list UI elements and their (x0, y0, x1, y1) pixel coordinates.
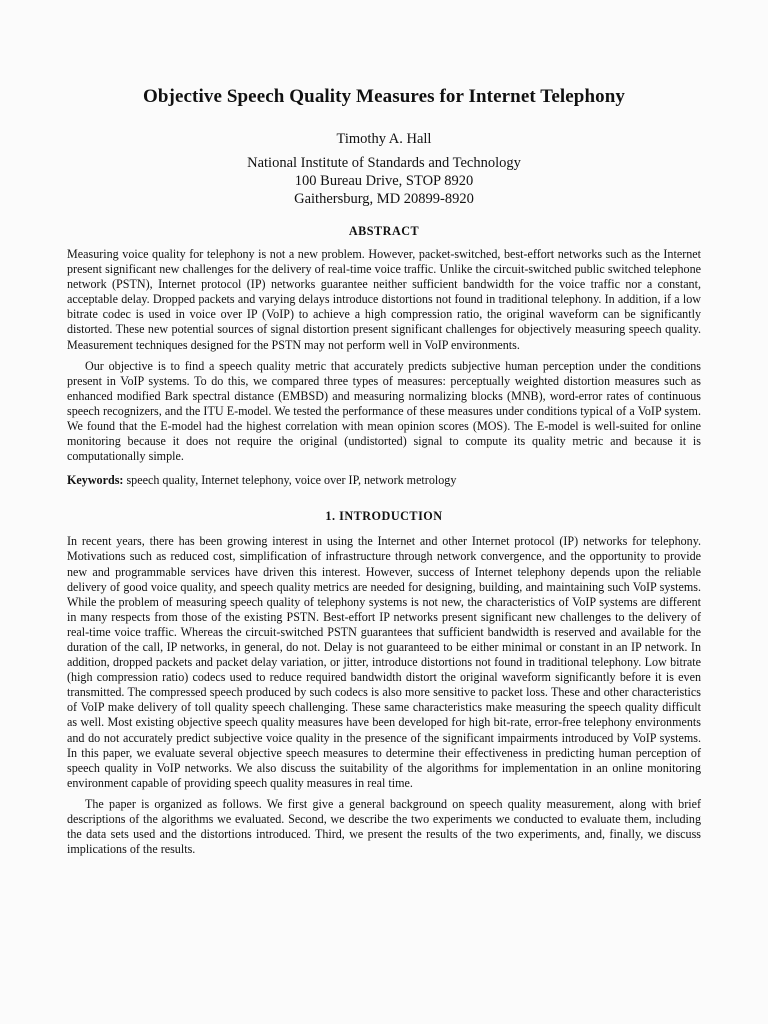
introduction-paragraph-1: In recent years, there has been growing interest in using the Internet and other Internet protocol (IP) networks for telephony. Motivations such as reduced cost, simplification of infrastructure through network convergence, and the opportunity to provide new and programmable services have driven this interest. However, success of Internet telephony depends upon the reliable delivery of good voice quality, and speech quality metrics are needed for designing, building, and maintaining such VoIP systems. While the problem of measuring speech quality of telephony systems is not new, the characteristics of VoIP systems are different in many respects from those of the existing PSTN. Best-effort IP networks present significant new challenges to the delivery of real-time voice traffic. Whereas the circuit-switched PSTN guarantees that sufficient bandwidth is reserved and available for the duration of the call, IP networks, in general, do not. Delay is not guaranteed to be either minimal or constant in an IP network. In addition, dropped packets and packet delay variation, or jitter, introduce distortions not found in traditional telephony. Low bitrate (high compression ratio) codecs used to reduce required bandwidth distort the original waveform significantly before it is even transmitted. The compressed speech produced by such codecs is also more sensitive to packet loss. These and other characteristics of VoIP make delivery of toll quality speech challenging. These same characteristics make measuring the speech quality difficult as well. Most existing objective speech quality measures have been developed for high bit-rate, error-free telephony environments and do not accurately predict subjective voice quality in the presence of the significant impairments introduced by VoIP systems. In this paper, we evaluate several objective speech measures to determine their effectiveness in predicting human perception of speech quality in VoIP networks. We also discuss the suitability of the algorithms for implementation in an online monitoring environment capable of providing speech quality measures in real time. (67, 534, 701, 790)
affiliation-city: Gaithersburg, MD 20899-8920 (294, 191, 474, 207)
paper-title: Objective Speech Quality Measures for Internet Telephony (143, 86, 625, 107)
abstract-paragraph-1: Measuring voice quality for telephony is not a new problem. However, packet-switched, best-effort networks such as the Internet present significant new challenges for the delivery of real-time voice traffic. Unlike the circuit-switched public switched telephone network (PSTN), Internet protocol (IP) networks guarantee neither sufficient bandwidth for the voice traffic nor a constant, acceptable delay. Dropped packets and varying delays introduce distortions not found in traditional telephony. In addition, if a low bitrate codec is used in voice over IP (VoIP) to achieve a high compression ratio, the original waveform can be significantly distorted. These new potential sources of signal distortion present significant challenges for objectively measuring speech quality. Measurement techniques designed for the PSTN may not perform well in VoIP environments. (67, 247, 701, 352)
author-name: Timothy A. Hall (336, 131, 432, 147)
keywords-line (67, 473, 701, 488)
abstract-paragraph-2: Our objective is to find a speech quality metric that accurately predicts subjective human perception under the conditions present in VoIP systems. To do this, we compared three types of measures: perceptually weighted distortion measures such as enhanced modified Bark spectral distance (EMBSD) and measuring normalizing blocks (MNB), word-error rates of continuous speech recognizers, and the ITU E-model. We tested the performance of these measures under conditions typical of a VoIP system. We found that the E-model had the highest correlation with mean opinion scores (MOS). The E-model is well-suited for online monitoring because it does not require the original (undistorted) signal to compute its quality metric and because it is computationally simple. (67, 358, 701, 464)
affiliation-institution: National Institute of Standards and Technology (247, 155, 521, 171)
introduction-paragraph-2: The paper is organized as follows. We first give a general background on speech quality measurement, along with brief descriptions of the algorithms we evaluated. Second, we describe the two experiments we conducted to evaluate them, including the data sets used and the distortions introduced. Third, we present the results of the two experiments, and, finally, we discuss implications of the results. (67, 796, 701, 857)
keywords-text: speech quality, Internet telephony, voice over IP, network metrology (126, 473, 457, 488)
keywords-label: Keywords: (67, 473, 124, 488)
page-content (67, 86, 701, 857)
affiliation-address: 100 Bureau Drive, STOP 8920 (294, 173, 474, 189)
abstract-heading: ABSTRACT (348, 224, 420, 238)
introduction-heading: 1. INTRODUCTION (325, 509, 443, 524)
author-block (67, 130, 701, 208)
